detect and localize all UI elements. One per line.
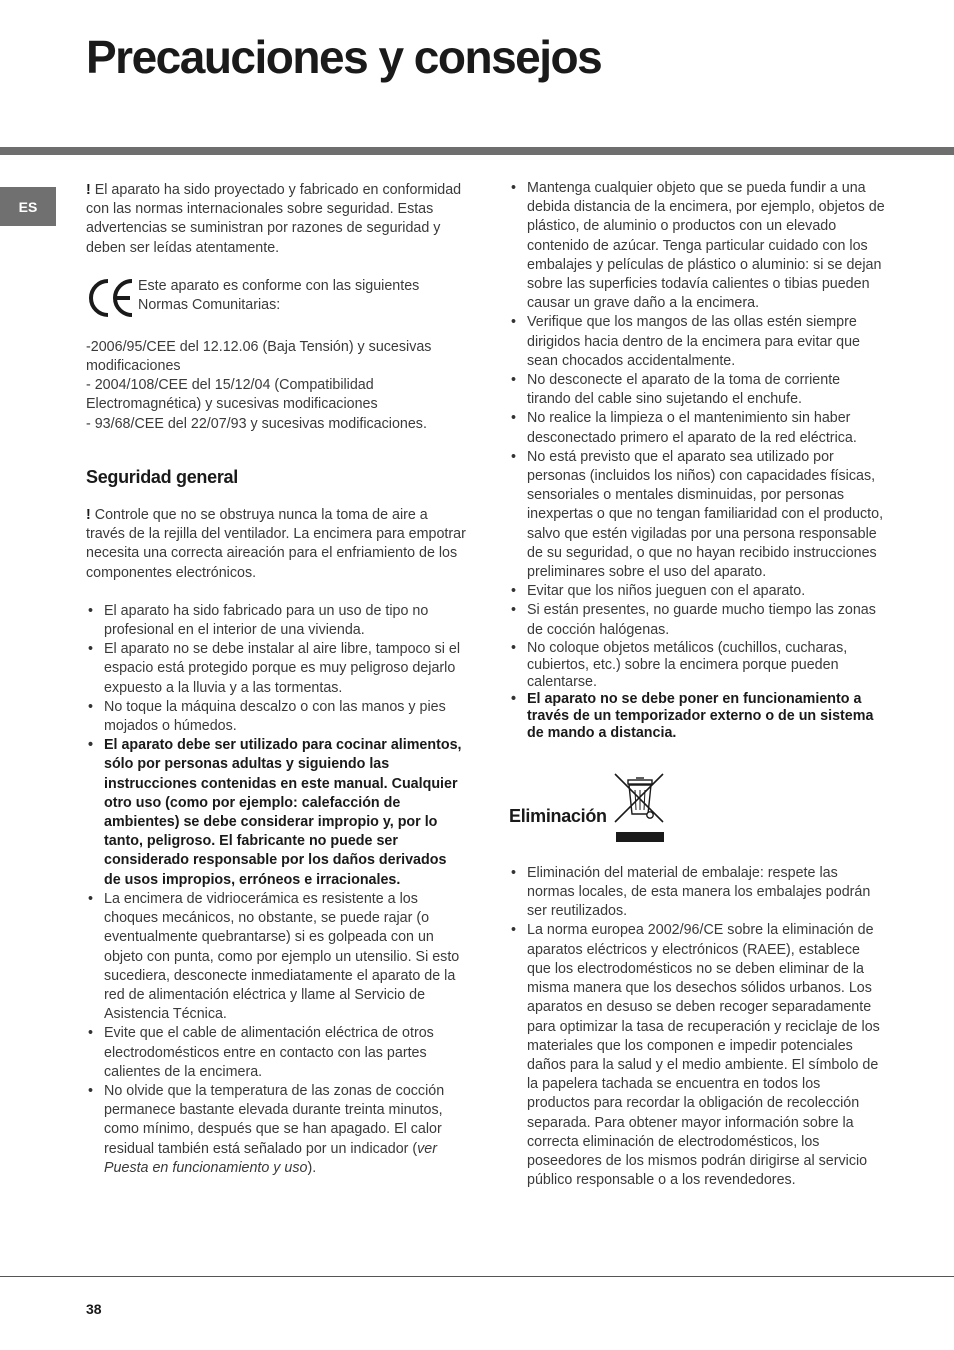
page-number: 38 (86, 1301, 102, 1317)
page-title: Precauciones y consejos (86, 31, 602, 83)
norm-item: -2006/95/CEE del 12.12.06 (Baja Tensión) y sucesivas modificaciones (86, 338, 432, 375)
list-item: • El aparato no se debe poner en funcionamiento a través de un temporizador externo o de un sistema de mando a distancia. (509, 691, 887, 742)
list-item: • La encimera de vidriocerámica es resistente a los choques mecánicos, no obstante, se puede rajar (o eventualmente quebrantarse) si es golpeada con un objeto con punta, como por ejemplo un utensilio. Si esto sucediera, desconecte inmediatamente el aparato de la red de alimentación eléctrica y llame al Servicio de Asistencia Técnica. (86, 890, 466, 1024)
list-item: • Evite que el cable de alimentación eléctrica de otros electrodomésticos entre en contacto con las partes calientes de la encimera. (86, 1024, 466, 1082)
norms-list (86, 338, 466, 434)
list-item-text-end: ). (307, 1159, 317, 1176)
list-item: • La norma europea 2002/96/CE sobre la eliminación de aparatos eléctricos y electrónicos (RAEE), establece que los electrodomésticos no se deben eliminar de la misma manera que los desechos sólidos urbanos. Los aparatos en desuso se deben recoger separadamente para optimizar la tasa de recuperación y reciclaje de los materiales que los componen e impedir potenciales daños para la salud y el medio ambiente. El símbolo de la papelera tachada se encuentra en todos los productos para recordar la obligación de recolección separada. Para obtener mayor información sobre la correcta eliminación de electrodomésticos, los poseedores de los mismos podrán dirigirse al servicio público responsable o a los revendedores. (509, 921, 887, 1190)
list-item: • No está previsto que el aparato sea utilizado por personas (incluidos los niños) con capacidades físicas, sensoriales o mentales disminuidas, por personas inexpertas o que no tengan familiaridad con el producto, salvo que estén vigiladas por una persona responsable de su seguridad, o que no hayan recibido instrucciones preliminares sobre el uso del aparato. (509, 448, 887, 582)
safety-bullets-continued (509, 179, 887, 742)
intro-text: El aparato ha sido proyectado y fabricado en conformidad con las normas internacionales sobre seguridad. Estas advertencias se suministran por razones de seguridad y deben ser leídas atentamente. (86, 182, 462, 256)
list-item: • Si están presentes, no guarde mucho tiempo las zonas de cocción halógenas. (509, 601, 887, 639)
safety-bullets (86, 602, 466, 1178)
language-tab: ES (0, 187, 56, 226)
warning-text: Controle que no se obstruya nunca la toma de aire a través de la rejilla del ventilador. La encimera para empotrar necesita una correcta aireación para el enfriamiento de los componentes electrónicos. (86, 507, 466, 581)
list-item-text: No olvide que la temperatura de las zonas de cocción permanece bastante elevada durante treinta minutos, como mínimo, después que se han apagado. El calor residual también está señalado por un indicador ( (104, 1082, 445, 1157)
list-item: • No desconecte el aparato de la toma de corriente tirando del cable sino sujetando el enchufe. (509, 371, 887, 409)
intro-paragraph (86, 181, 466, 258)
list-item: • El aparato no se debe instalar al aire libre, tampoco si el espacio está protegido porque es muy peligroso dejarlo expuesto a la lluvia y a las tormentas. (86, 640, 466, 698)
footer-rule (0, 1276, 954, 1277)
list-item: • Evitar que los niños jueguen con el aparato. (509, 582, 887, 601)
warning-mark: ! (86, 507, 91, 524)
elimination-bullets (509, 864, 887, 1190)
warning-paragraph (86, 506, 466, 583)
warning-mark: ! (86, 182, 91, 198)
crossed-bin-icon (611, 770, 667, 846)
list-item: • No coloque objetos metálicos (cuchillos, cucharas, cubiertos, etc.) sobre la encimera porque pueden calentarse. (509, 640, 887, 691)
cross-reference: ver Puesta en funcionamiento y uso (104, 1140, 438, 1176)
list-item: • No toque la máquina descalzo o con las manos y pies mojados o húmedos. (86, 698, 466, 736)
list-item: • Verifique que los mangos de las ollas estén siempre dirigidos hacia dentro de la encimera para evitar que sean chocados accidentalmente. (509, 313, 887, 371)
list-item: • Mantenga cualquier objeto que se pueda fundir a una debida distancia de la encimera, por ejemplo, objetos de plástico, de aluminio o productos con un elevado contenido de azúcar. Tenga particular cuidado con los embalajes y películas de plástico o aluminio: si se dejan sobre las superficies todavía calientes o tibias pueden causar un grave daño a la encimera. (509, 179, 887, 313)
header-rule (0, 147, 954, 155)
section-heading-eliminacion: Eliminación (509, 805, 607, 826)
norm-item: - 93/68/CEE del 22/07/93 y sucesivas modificaciones. (86, 415, 427, 432)
right-column (509, 179, 887, 1190)
elimination-header (509, 770, 887, 846)
list-item (86, 1082, 466, 1178)
ce-mark-icon (86, 277, 138, 319)
list-item: • El aparato debe ser utilizado para cocinar alimentos, sólo por personas adultas y siguiendo las instrucciones contenidas en este manual. Cualquier otro uso (como por ejemplo: calefacción de ambientes) se debe considerar impropio y, por lo tanto, peligroso. El fabricante no puede ser considerado responsable por los daños derivados de usos impropios, erróneos e irracionales. (86, 736, 466, 890)
list-item: • El aparato ha sido fabricado para un uso de tipo no profesional en el interior de una vivienda. (86, 602, 466, 640)
section-heading-seguridad: Seguridad general (86, 466, 238, 487)
list-item: • No realice la limpieza o el mantenimiento sin haber desconectado primero el aparato de la red eléctrica. (509, 409, 887, 447)
norm-item: - 2004/108/CEE del 15/12/04 (Compatibilidad Electromagnética) y sucesivas modificaciones (86, 377, 378, 413)
left-column (86, 181, 466, 1178)
ce-text: Este aparato es conforme con las siguientes Normas Comunitarias: (138, 277, 420, 314)
list-item: • Eliminación del material de embalaje: respete las normas locales, de esta manera los embalajes podrán ser reutilizados. (509, 864, 887, 922)
ce-compliance (86, 277, 466, 319)
